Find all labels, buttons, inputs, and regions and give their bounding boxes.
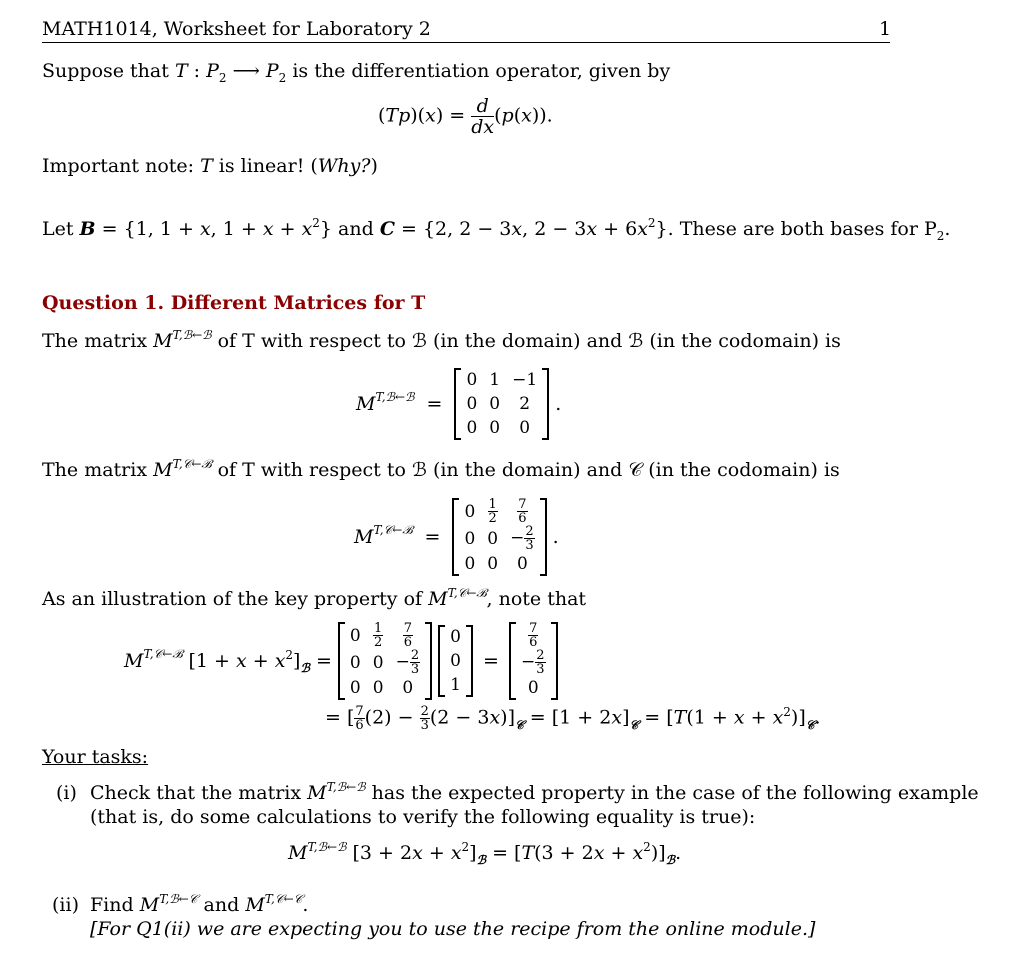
matrix-cb: 0 $\frac{1}{2}$ $\frac{7}{6}$ 0 0 − $\frac{2}{3}$ 0 0 0: [452, 498, 546, 576]
task-1-label: (i): [56, 782, 77, 804]
matrix-cb-equation: $M^{T,𝒞\leftarrow ℬ}$ = 0 $\frac{1}{2}$ $\frac{7}{6}$ 0 0 − $\frac{2}{3}$ 0 0 0 .: [354, 497, 559, 574]
tasks-heading: Your tasks:: [42, 746, 149, 768]
illustration-matrix: 0 $\frac{1}{2}$ $\frac{7}{6}$ 0 0 − $\frac{2}{3}$ 0 0 0: [338, 622, 432, 700]
task-1-line-2: (that is, do some calculations to verify the following equality is true):: [90, 806, 756, 828]
result-vector: $\frac{7}{6}$ − $\frac{2}{3}$ 0: [509, 622, 558, 700]
important-note: Important note: T is linear! (Why?): [42, 155, 378, 177]
illustration-equation: $M^{T,𝒞\leftarrow ℬ}$ $[1 + x + x^2]_ℬ$ = 0 $\frac{1}{2}$ $\frac{7}{6}$ 0 0 − $\frac{2}{3}$ 0 0 0 0 0 1 = $\frac{7}{6}$ − $\frac{2}{3}$ 0: [124, 622, 558, 700]
task-2-label: (ii): [52, 894, 79, 916]
illustration-result-line: = [ $\frac{7}{6}$ (2) − $\frac{2}{3}$ $(2 - 3x)]_𝒞 = [1 + 2x]_𝒞 = [T(1 + x + x^2)]_𝒞$.: [325, 704, 821, 733]
illustration-sentence: As an illustration of the key property of $M^{T,𝒞\leftarrow ℬ}$, note that: [42, 586, 587, 610]
page-number: 1: [879, 18, 892, 40]
differentiation-equation: (Tp)(x) = $\frac{d}{dx}$ (p(x)).: [378, 95, 553, 138]
bases-line: Let B = {1, 1 + x, $1 + x + x^2$} and C = {2, 2 − 3x, $2 - 3x + 6x^2$}. These are both bases for $P_2$.: [42, 216, 951, 243]
matrix-bb-description: The matrix $M^{T,ℬ\leftarrow ℬ}$ of T with respect to ℬ (in the domain) and ℬ (in the codomain) is: [42, 328, 841, 352]
task-1-equation: $M^{T,ℬ\leftarrow ℬ}$ $[3 + 2x + x^2]_ℬ = [T(3 + 2x + x^2)]_ℬ$.: [288, 840, 682, 867]
question-heading: Question 1. Different Matrices for T: [42, 292, 426, 314]
worksheet-title: MATH1014, Worksheet for Laboratory 2: [42, 18, 431, 40]
coordinate-vector: 0 0 1: [438, 625, 473, 697]
task-2-text: Find $M^{T,ℬ\leftarrow 𝒞}$ and $M^{T,𝒞\leftarrow 𝒞}$.: [90, 892, 309, 916]
matrix-bb: 0 1 −1 0 0 2 0 0 0: [454, 368, 549, 440]
intro-line: Suppose that T : $P_2$ ⟶ $P_2$ is the differentiation operator, given by: [42, 60, 671, 85]
matrix-cb-description: The matrix $M^{T,𝒞\leftarrow ℬ}$ of T with respect to ℬ (in the domain) and 𝒞 (in the codomain) is: [42, 457, 840, 481]
task-2-note: [For Q1(ii) we are expecting you to use the recipe from the online module.]: [90, 918, 816, 940]
header-rule: [42, 42, 890, 43]
matrix-bb-equation: $M^{T,ℬ\leftarrow ℬ}$ = 0 1 −1 0 0 2 0 0 0 .: [356, 370, 562, 438]
task-1-line-1: Check that the matrix $M^{T,ℬ\leftarrow ℬ}$ has the expected property in the case of the following example: [90, 780, 979, 804]
